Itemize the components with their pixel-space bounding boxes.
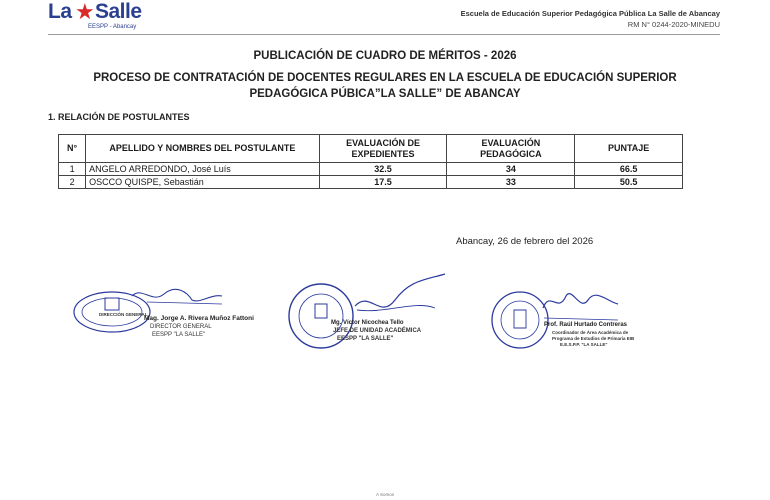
cell-pedagogica: 33 xyxy=(447,176,575,189)
footer-mark: A Somos xyxy=(375,492,394,497)
signature-block-coordinator xyxy=(488,284,638,354)
seal-text: DIRECCIÓN GENERAL xyxy=(99,312,148,317)
logo-text-salle: Salle xyxy=(95,0,142,23)
cell-puntaje: 50.5 xyxy=(575,176,683,189)
signer-institution: E.E.S.P.P. "LA SALLE" xyxy=(560,342,608,347)
signer-institution: EESPP "LA SALLE" xyxy=(152,332,206,338)
process-title: PROCESO DE CONTRATACIÓN DE DOCENTES REGULARES EN LA ESCUELA DE EDUCACIÓN SUPERIOR PEDAGÓGICA PÚBICA”LA SALLE” DE ABANCAY xyxy=(93,72,677,100)
merit-table xyxy=(58,134,683,189)
place-date: Abancay, 26 de febrero del 2026 xyxy=(456,236,594,247)
signer-name: Mg. Víctor Nicochea Tello xyxy=(331,320,404,326)
cell-name: ANGELO ARREDONDO, José Luís xyxy=(86,163,319,176)
seal-and-signature-icon xyxy=(285,270,455,360)
col-header-name: APELLIDO Y NOMBRES DEL POSTULANTE xyxy=(86,135,319,163)
lasalle-logo xyxy=(48,0,158,34)
header-resolution: RM N° 0244-2020-MINEDU xyxy=(627,20,720,29)
col-header-number: N° xyxy=(59,135,86,163)
cell-expedientes: 32.5 xyxy=(319,163,447,176)
header-school-name: Escuela de Educación Superior Pedagógica Pública La Salle de Abancay xyxy=(460,9,720,18)
cell-number: 2 xyxy=(59,176,86,189)
col-header-pedagogica: EVALUACIÓN PEDAGÓGICA xyxy=(447,135,575,163)
section-heading: 1. RELACIÓN DE POSTULANTES xyxy=(48,112,190,122)
signer-role: Coordinador de Área Académica de xyxy=(552,330,629,335)
cell-expedientes: 17.5 xyxy=(319,176,447,189)
header-divider xyxy=(48,34,720,35)
col-header-puntaje: PUNTAJE xyxy=(575,135,683,163)
signer-role: JEFE DE UNIDAD ACADÉMICA xyxy=(333,328,422,334)
col-header-expedientes: EVALUACIÓN DE EXPEDIENTES xyxy=(319,135,447,163)
signer-role: DIRECTOR GENERAL xyxy=(150,324,212,330)
cell-puntaje: 66.5 xyxy=(575,163,683,176)
signer-institution: EESPP "LA SALLE" xyxy=(337,336,394,342)
table-row xyxy=(59,176,683,189)
signer-name: Mag. Jorge A. Rivera Muñoz Fattoni xyxy=(144,315,254,322)
cell-pedagogica: 34 xyxy=(447,163,575,176)
logo-subtitle: EESPP - Abancay xyxy=(88,24,137,30)
signature-block-director xyxy=(72,282,254,342)
publication-title: PUBLICACIÓN DE CUADRO DE MÉRITOS - 2026 xyxy=(253,50,517,62)
table-row xyxy=(59,163,683,176)
signature-block-academic-head xyxy=(285,270,455,360)
star-icon: ★ xyxy=(75,0,95,24)
signer-name: Prof. Raúl Hurtado Contreras xyxy=(544,322,628,328)
table-header-row xyxy=(59,135,683,163)
logo-text-la: La xyxy=(48,0,72,23)
cell-name: OSCCO QUISPE, Sebastián xyxy=(86,176,319,189)
signer-program: Programa de Estudios de Primaria EIB xyxy=(552,336,635,341)
cell-number: 1 xyxy=(59,163,86,176)
